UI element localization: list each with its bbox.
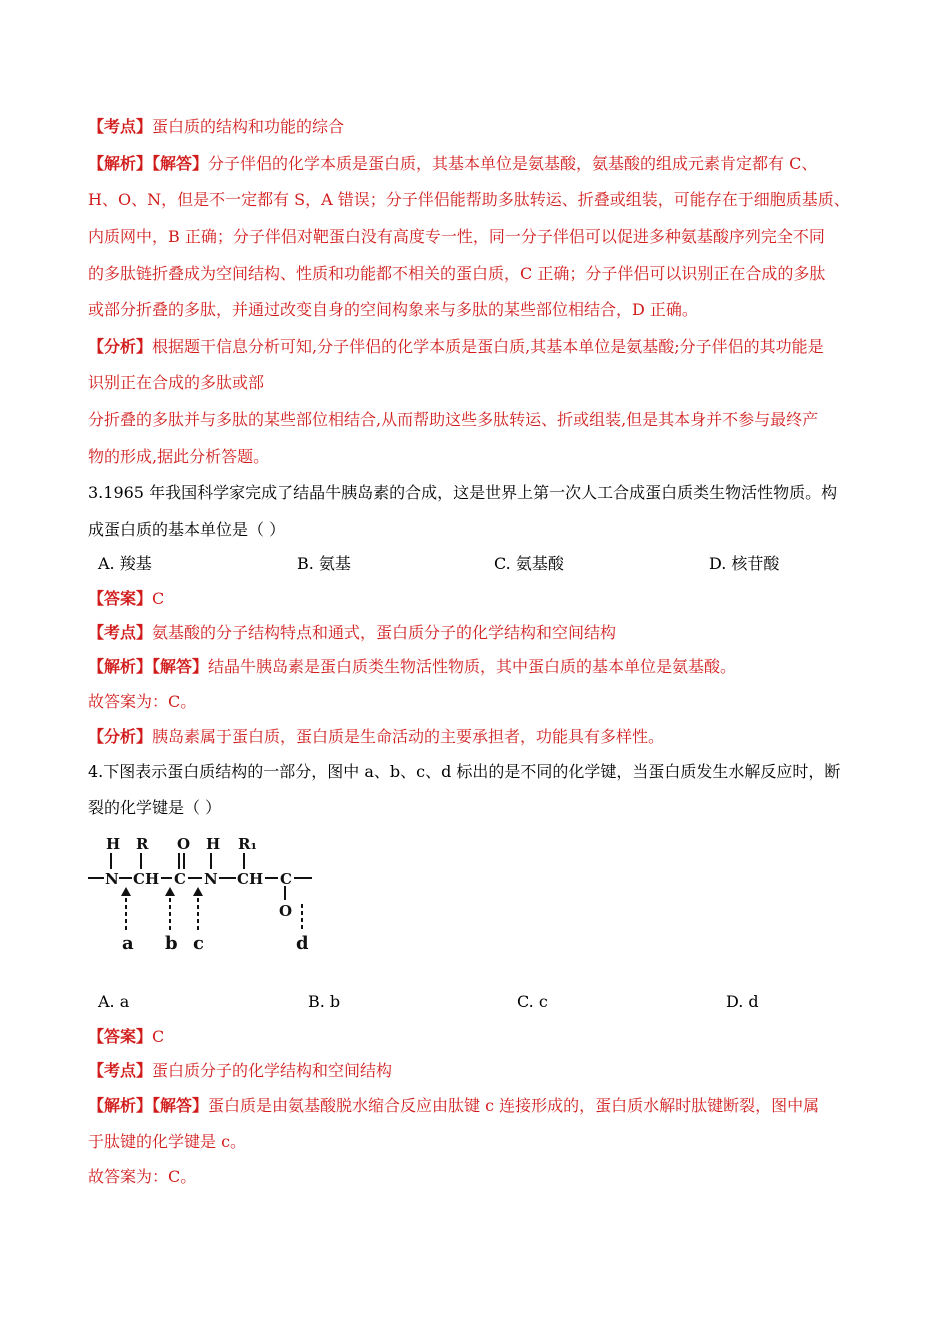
q2-kaodian-line	[88, 117, 344, 137]
kaodian-text: 蛋白质的结构和功能的综合	[152, 117, 345, 136]
kaodian-text: 蛋白质分子的化学结构和空间结构	[152, 1061, 393, 1080]
answer-tag: 【答案】	[88, 1027, 153, 1046]
kaodian-tag: 【考点】	[88, 623, 153, 642]
atom-r1: R₁	[238, 835, 258, 853]
arrow-a-head	[121, 887, 131, 896]
q4-jiexi-line-1	[88, 1096, 819, 1116]
q4-conclusion: 故答案为：C。	[88, 1167, 197, 1186]
q4-option-b: B. b	[308, 992, 341, 1011]
atom-h-2: H	[206, 835, 221, 853]
q3-option-a: A. 羧基	[98, 554, 152, 573]
fenxi-text: 胰岛素属于蛋白质，蛋白质是生命活动的主要承担者，功能具有多样性。	[152, 727, 665, 746]
atom-n-1: N	[105, 870, 119, 888]
jiexi-tag: 【解析】	[88, 154, 153, 173]
q4-jiexi-line-2: 于肽键的化学键是 c。	[88, 1132, 247, 1151]
q3-option-d: D. 核苷酸	[709, 554, 780, 573]
q3-option-c: C. 氨基酸	[494, 554, 564, 573]
atom-c-1: C	[174, 870, 186, 888]
fenxi-text: 根据题干信息分析可知,分子伴侣的化学本质是蛋白质,其基本单位是氨基酸;分子伴侣的其功能是	[152, 337, 824, 356]
atom-n-2: N	[204, 870, 218, 888]
q2-jiexi-line-4: 的多肽链折叠成为空间结构、性质和功能都不相关的蛋白质，C 正确；分子伴侣可以识别正在合成的多肽	[88, 264, 826, 283]
q3-fenxi-line	[88, 727, 664, 747]
arrow-c-head	[193, 887, 203, 896]
peptide-structure-diagram	[86, 832, 326, 957]
label-b: b	[165, 933, 178, 954]
jieda-tag: 【解答】	[152, 657, 209, 676]
q4-option-c: C. c	[517, 992, 548, 1011]
atom-c-2: C	[280, 870, 292, 888]
q3-answer-line	[88, 589, 164, 609]
q3-stem-line-2: 成蛋白质的基本单位是（ ）	[88, 520, 286, 539]
arrow-b-head	[165, 887, 175, 896]
q2-jiexi-line-2: H、O、N，但是不一定都有 S，A 错误；分子伴侣能帮助多肽转运、折叠或组装，可能存在于细胞质基质、	[88, 190, 850, 209]
kaodian-tag: 【考点】	[88, 117, 153, 136]
jiexi-tag: 【解析】	[88, 657, 153, 676]
fenxi-tag: 【分析】	[88, 727, 153, 746]
q3-stem-line-1: 3.1965 年我国科学家完成了结晶牛胰岛素的合成，这是世界上第一次人工合成蛋白质类生物活性物质。构	[88, 483, 838, 502]
atom-o-top: O	[177, 835, 191, 853]
q3-option-b: B. 氨基	[297, 554, 351, 573]
q4-option-a: A. a	[98, 992, 130, 1011]
jieda-tag: 【解答】	[152, 154, 209, 173]
atom-ch-2: CH	[237, 870, 264, 888]
answer-text: C	[152, 589, 165, 608]
jiexi-tag: 【解析】	[88, 1096, 153, 1115]
label-d: d	[296, 933, 309, 954]
label-a: a	[122, 933, 134, 954]
atom-h-1: H	[106, 835, 121, 853]
atom-ch-1: CH	[133, 870, 160, 888]
q2-fenxi-line-4: 物的形成,据此分析答题。	[88, 447, 270, 466]
kaodian-tag: 【考点】	[88, 1061, 153, 1080]
q4-stem-line-2: 裂的化学键是（ ）	[88, 798, 222, 817]
q2-fenxi-line-3: 分折叠的多肽并与多肽的某些部位相结合,从而帮助这些多肽转运、折或组装,但是其本身并不参与最终产	[88, 410, 819, 429]
q2-jiexi-line-3: 内质网中，B 正确；分子伴侣对靶蛋白没有高度专一性，同一分子伴侣可以促进多种氨基酸序列完全不同	[88, 227, 825, 246]
q4-answer-line	[88, 1027, 164, 1047]
jiexi-text: 蛋白质是由氨基酸脱水缩合反应由肽键 c 连接形成的，蛋白质水解时肽键断裂，图中属	[208, 1096, 820, 1115]
kaodian-text: 氨基酸的分子结构特点和通式，蛋白质分子的化学结构和空间结构	[152, 623, 617, 642]
jiexi-text: 分子伴侣的化学本质是蛋白质，其基本单位是氨基酸，氨基酸的组成元素肯定都有 C、	[208, 154, 818, 173]
label-c: c	[193, 933, 204, 954]
jiexi-text: 结晶牛胰岛素是蛋白质类生物活性物质，其中蛋白质的基本单位是氨基酸。	[208, 657, 737, 676]
atom-o-bottom: O	[279, 902, 293, 920]
atom-r: R	[136, 835, 149, 853]
answer-text: C	[152, 1027, 165, 1046]
fenxi-tag: 【分析】	[88, 337, 153, 356]
jieda-tag: 【解答】	[152, 1096, 209, 1115]
q2-jiexi-line-1	[88, 154, 817, 174]
answer-tag: 【答案】	[88, 589, 153, 608]
q2-fenxi-line-1	[88, 337, 824, 357]
q2-jiexi-line-5: 或部分折叠的多肽，并通过改变自身的空间构象来与多肽的某些部位相结合，D 正确。	[88, 300, 698, 319]
q3-jiexi-line	[88, 657, 736, 677]
q3-kaodian-line	[88, 623, 616, 643]
q2-fenxi-line-2: 识别正在合成的多肽或部	[88, 373, 265, 392]
q4-stem-line-1: 4.下图表示蛋白质结构的一部分，图中 a、b、c、d 标出的是不同的化学键，当蛋白质发生水解反应时，断	[88, 762, 841, 781]
q4-option-d: D. d	[726, 992, 759, 1011]
q3-conclusion: 故答案为：C。	[88, 692, 197, 711]
q4-kaodian-line	[88, 1061, 392, 1081]
